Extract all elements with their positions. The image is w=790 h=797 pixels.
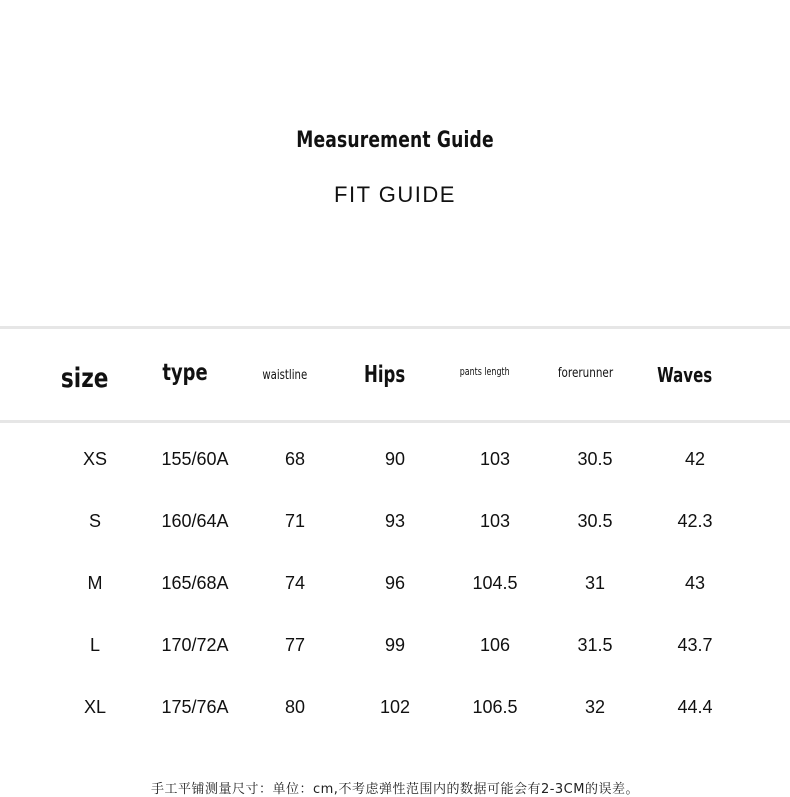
- cell-size: XS: [82, 448, 107, 469]
- cell-type: 170/72A: [161, 634, 229, 655]
- cell-waves: 44.4: [677, 696, 713, 717]
- cell-forerunner: 30.5: [577, 448, 613, 469]
- cell-pants-length: 106.5: [472, 696, 518, 717]
- cell-waves: 43: [684, 572, 706, 593]
- cell-size: XL: [83, 696, 107, 717]
- cell-waistline: 71: [284, 510, 306, 531]
- cell-type: 160/64A: [161, 510, 229, 531]
- table-row: [0, 552, 790, 614]
- size-table-body: [0, 428, 790, 738]
- measurement-footnote: 手工平铺测量尺寸：单位：cm,不考虑弹性范围内的数据可能会有2-3CM的误差。: [151, 782, 639, 797]
- table-header-divider: [0, 420, 790, 423]
- cell-hips: 96: [384, 572, 406, 593]
- cell-forerunner: 32: [584, 696, 606, 717]
- page-title: Measurement Guide: [296, 128, 494, 153]
- cell-size: S: [88, 510, 101, 531]
- header-waves: Waves: [657, 363, 713, 387]
- table-row: [0, 490, 790, 552]
- cell-waistline: 77: [284, 634, 306, 655]
- cell-waves: 43.7: [677, 634, 713, 655]
- header-type: type: [162, 360, 208, 386]
- cell-forerunner: 30.5: [577, 510, 613, 531]
- cell-hips: 93: [384, 510, 406, 531]
- header-waistline: waistline: [262, 367, 308, 383]
- cell-pants-length: 103: [479, 448, 511, 469]
- cell-pants-length: 106: [479, 634, 511, 655]
- header-pants-length: pants length: [460, 364, 510, 378]
- cell-type: 165/68A: [161, 572, 229, 593]
- cell-forerunner: 31.5: [577, 634, 613, 655]
- table-row: [0, 614, 790, 676]
- cell-size: M: [87, 572, 103, 593]
- cell-hips: 99: [384, 634, 406, 655]
- cell-hips: 90: [384, 448, 406, 469]
- size-table-header: [0, 330, 790, 420]
- table-top-divider: [0, 326, 790, 329]
- cell-waistline: 68: [284, 448, 306, 469]
- cell-pants-length: 104.5: [472, 572, 518, 593]
- cell-waistline: 80: [284, 696, 306, 717]
- header-hips: Hips: [364, 362, 406, 388]
- cell-waistline: 74: [284, 572, 306, 593]
- header-forerunner: forerunner: [557, 365, 613, 381]
- cell-hips: 102: [379, 696, 411, 717]
- cell-type: 175/76A: [161, 696, 229, 717]
- cell-forerunner: 31: [584, 572, 606, 593]
- header-size: size: [61, 362, 109, 394]
- cell-size: L: [89, 634, 100, 655]
- table-row: [0, 428, 790, 490]
- cell-type: 155/60A: [161, 448, 229, 469]
- cell-waves: 42.3: [677, 510, 713, 531]
- cell-waves: 42: [684, 448, 706, 469]
- page-subtitle: FIT GUIDE: [334, 182, 456, 207]
- table-row: [0, 676, 790, 738]
- cell-pants-length: 103: [479, 510, 511, 531]
